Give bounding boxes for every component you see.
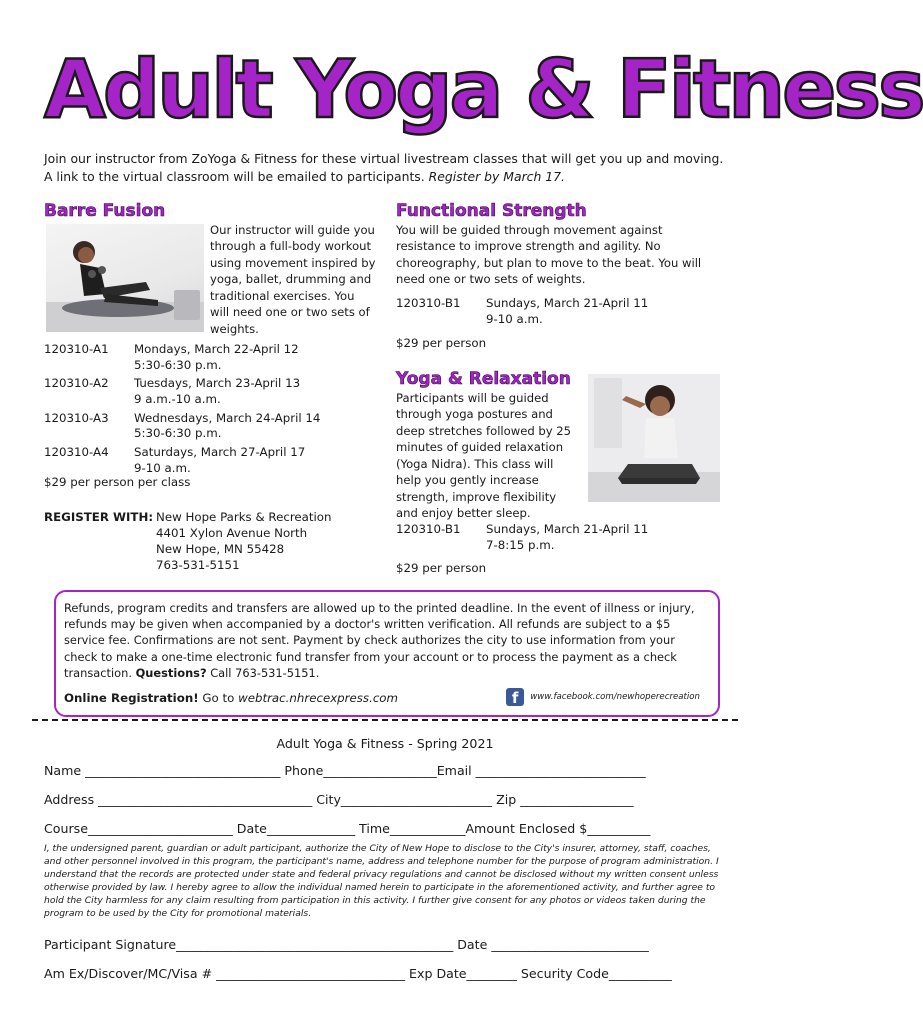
barre-workout-illustration <box>46 224 204 332</box>
register-org: New Hope Parks & Recreation <box>156 510 332 524</box>
course-row <box>44 342 364 373</box>
facebook-url: www.facebook.com/newhoperecreation <box>530 691 700 702</box>
course-time: 9 a.m.-10 a.m. <box>134 392 221 407</box>
form-line-name-phone-email[interactable]: Name _______________________________ Phone__________________Email ___________________________ <box>44 763 646 778</box>
liability-waiver: I, the undersigned parent, guardian or adult participant, authorize the City of New Hope to disclose to the City's insurer, attorney, staff, coaches, and other personnel involved in this program, the participant's name, address and telephone number for the purpose of program administration. I understand that the records are protected under state and federal privacy regulations and cannot be disclosed without my written consent unless otherwise provided by law. I hereby agree to allow the individual named herein to participate in the aforementioned activity, and further agree to hold the City harmless for any claim resulting from participation in this activity. I further give consent for any photos or videos taken during the program to be used by the City for promotional materials. <box>44 843 719 920</box>
yoga-course-row <box>396 522 718 553</box>
course-day: Sundays, March 21-April 11 <box>486 522 649 536</box>
course-time: 5:30-6:30 p.m. <box>134 426 222 441</box>
yoga-photo <box>588 374 720 502</box>
online-registration-label: Online Registration! <box>64 691 199 705</box>
functional-price: $29 per person <box>396 336 487 350</box>
facebook-link[interactable] <box>506 688 700 706</box>
course-row <box>44 376 364 407</box>
refund-policy-text <box>64 600 710 681</box>
form-line-card-payment[interactable]: Am Ex/Discover/MC/Visa # ______________________________ Exp Date________ Security Code__________ <box>44 966 672 981</box>
yoga-price: $29 per person <box>396 561 487 575</box>
intro-paragraph <box>44 150 734 185</box>
course-schedule <box>134 376 364 407</box>
cut-line <box>32 719 738 721</box>
course-row <box>44 411 364 442</box>
intro-text: Join our instructor from ZoYoga & Fitness for these virtual livestream classes that will get you up and moving. A link to the virtual classroom will be emailed to participants. <box>44 151 724 184</box>
course-time: 5:30-6:30 p.m. <box>134 357 222 372</box>
course-schedule <box>134 445 364 476</box>
register-phone: 763-531-5151 <box>156 557 240 572</box>
course-code: 120310-A2 <box>44 376 109 391</box>
course-time: 9-10 a.m. <box>486 311 543 326</box>
course-code: 120310-B1 <box>396 522 461 536</box>
questions-text: Call 763-531-5151. <box>210 665 320 680</box>
course-time: 7-8:15 p.m. <box>486 537 555 552</box>
form-line-course-date-time-amount[interactable]: Course_______________________ Date______________ Time____________Amount Enclosed $__________ <box>44 821 651 836</box>
register-with-label: REGISTER WITH: <box>44 510 154 524</box>
form-line-signature-date[interactable]: Participant Signature____________________________________________ Date _________________________ <box>44 937 649 952</box>
flyer-title: Adult Yoga & Fitness <box>44 43 923 136</box>
barre-price: $29 per person per class <box>44 475 191 489</box>
course-code: 120310-B1 <box>396 296 461 310</box>
register-city: New Hope, MN 55428 <box>156 541 285 556</box>
functional-description: You will be guided through movement against resistance to improve strength and agility. No choreography, but plan to move to the beat. You will need one or two sets of weights. <box>396 223 702 287</box>
course-day: Saturdays, March 27-April 17 <box>134 445 306 460</box>
course-row <box>44 445 364 476</box>
register-street: 4401 Xylon Avenue North <box>156 525 308 540</box>
course-day: Tuesdays, March 23-April 13 <box>134 376 301 391</box>
register-deadline: Register by March 17. <box>428 168 565 184</box>
course-code: 120310-A3 <box>44 410 109 425</box>
form-line-address-city-zip[interactable]: Address __________________________________ City________________________ Zip __________________ <box>44 792 634 807</box>
yoga-relaxation-heading: Yoga & Relaxation <box>396 369 571 389</box>
course-code: 120310-A1 <box>44 342 109 356</box>
policy-body: Refunds, program credits and transfers are allowed up to the printed deadline. In the event of illness or injury, refunds may be given when accompanied by a doctor's written verification. All refunds are subject to a $5 service fee. Confirmations are not sent. Payment by check authorizes the city to use information from your check to make a one-time electronic fund transfer from your account or to process the payment as a check transaction. <box>64 601 695 680</box>
barre-course-list <box>44 342 364 477</box>
questions-label: Questions? <box>135 665 207 680</box>
barre-photo <box>46 224 204 332</box>
online-registration <box>64 690 398 707</box>
course-schedule <box>486 522 718 553</box>
course-day: Mondays, March 22-April 12 <box>134 342 299 356</box>
register-address <box>156 510 366 574</box>
course-schedule <box>134 342 364 373</box>
barre-description: Our instructor will guide you through a full-body workout using movement inspired by yoga, ballet, drumming and traditional exercises. You will need one or two sets of weights. <box>210 223 376 336</box>
course-day: Wednesdays, March 24-April 14 <box>134 410 321 425</box>
facebook-icon: f <box>506 688 524 706</box>
barre-fusion-heading: Barre Fusion <box>44 201 166 221</box>
functional-strength-heading: Functional Strength <box>396 201 587 221</box>
functional-course-row <box>396 296 718 327</box>
yoga-description: Participants will be guided through yoga postures and deep stretches followed by 25 minutes of guided relaxation (Yoga Nidra). This class will help you gently increase strength, improve flexibility and enjoy better sleep. <box>396 391 572 521</box>
registration-link[interactable]: webtrac.nhrecexpress.com <box>238 691 399 705</box>
refund-policy-box <box>54 590 720 717</box>
course-time: 9-10 a.m. <box>134 460 191 475</box>
course-schedule <box>486 296 718 327</box>
course-day: Sundays, March 21-April 11 <box>486 296 649 310</box>
course-schedule <box>134 411 364 442</box>
course-code: 120310-A4 <box>44 445 109 460</box>
online-goto: Go to <box>202 691 235 705</box>
form-heading: Adult Yoga & Fitness - Spring 2021 <box>276 736 494 751</box>
yoga-stretch-illustration <box>588 374 720 502</box>
